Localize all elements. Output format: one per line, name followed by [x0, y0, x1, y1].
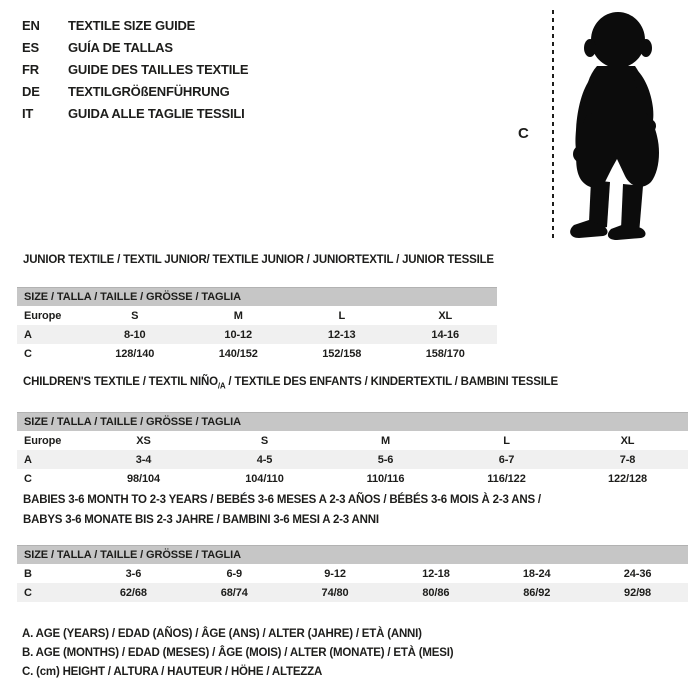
row-label: B — [24, 567, 32, 580]
table-row-a — [17, 450, 688, 469]
size-cell: 122/128 — [607, 472, 648, 485]
language-code: EN — [22, 18, 40, 33]
language-code: FR — [22, 62, 39, 77]
size-column-header: L — [338, 309, 346, 322]
footnote-c: C. (cm) HEIGHT / ALTURA / HAUTEUR / HÖHE / ALTEZZA — [22, 666, 323, 678]
toddler-silhouette-image — [565, 10, 665, 240]
size-cell: 74/80 — [285, 583, 386, 602]
size-column-header: S — [131, 309, 139, 322]
size-column-header: XL — [438, 309, 453, 322]
size-cell: 116/122 — [487, 472, 526, 485]
size-cell: 24-36 — [623, 567, 652, 580]
size-column-header: L — [503, 434, 510, 447]
size-cell: 12-13 — [290, 325, 394, 344]
language-label: GUIDA ALLE TAGLIE TESSILI — [68, 106, 245, 121]
language-row-it — [22, 103, 248, 125]
language-row-es — [22, 37, 248, 59]
table-band-row — [17, 288, 497, 307]
size-cell: 86/92 — [486, 583, 587, 602]
table-title — [23, 250, 497, 270]
size-cell: 98/104 — [126, 472, 161, 485]
size-band-header: SIZE / TALLA / TAILLE / GRÖSSE / TAGLIA — [17, 546, 688, 565]
table-title-line — [23, 250, 497, 270]
size-cell: 9-12 — [324, 567, 346, 580]
size-cell: 110/116 — [366, 472, 405, 485]
table-band-row — [17, 546, 688, 565]
table-row-b — [17, 564, 688, 583]
size-cell: 3-4 — [83, 450, 204, 469]
table-row-c — [17, 344, 497, 363]
row-label: Europe — [24, 434, 62, 447]
footnote-b: B. AGE (MONTHS) / EDAD (MESES) / ÂGE (MOIS) / ALTER (MONATE) / ETÀ (MESI) — [22, 647, 454, 659]
row-label: Europe — [24, 309, 62, 322]
table-row-c — [17, 469, 688, 488]
table-row-europe — [17, 431, 688, 450]
size-cell: 104/110 — [245, 472, 284, 485]
size-cell: 14-16 — [394, 325, 498, 344]
size-cell: 6-9 — [226, 567, 243, 580]
language-label: TEXTILE SIZE GUIDE — [68, 18, 196, 33]
height-measure-label: C — [518, 125, 529, 142]
language-label: GUIDE DES TAILLES TEXTILE — [68, 62, 249, 77]
table-title-line — [23, 490, 688, 510]
size-cell: 18-24 — [522, 567, 551, 580]
size-cell: 7-8 — [567, 450, 688, 469]
title-subscript: /A — [217, 381, 226, 391]
size-cell: 12-18 — [422, 567, 450, 580]
language-title-list — [22, 15, 248, 125]
title-text: JUNIOR TEXTILE / TEXTIL JUNIOR/ TEXTILE JUNIOR / JUNIORTEXTIL / JUNIOR TESSILE — [23, 254, 494, 266]
size-cell: 10-12 — [187, 325, 291, 344]
language-label: TEXTILGRÖßENFÜHRUNG — [68, 84, 230, 99]
size-cell: 128/140 — [115, 347, 155, 360]
size-cell: 6-7 — [446, 450, 567, 469]
size-band-header: SIZE / TALLA / TAILLE / GRÖSSE / TAGLIA — [17, 413, 688, 432]
size-cell: 80/86 — [385, 583, 486, 602]
size-column-header: M — [233, 309, 243, 322]
row-label: A — [17, 325, 83, 344]
language-code: DE — [22, 84, 40, 99]
row-label: C — [24, 347, 32, 360]
table-row-a — [17, 325, 497, 344]
size-cell: 158/170 — [425, 347, 465, 360]
size-cell: 8-10 — [83, 325, 187, 344]
row-label: C — [17, 583, 83, 602]
table-title — [23, 490, 688, 530]
size-cell: 68/74 — [184, 583, 285, 602]
language-row-fr — [22, 59, 248, 81]
size-cell: 3-6 — [125, 567, 142, 580]
size-cell: 4-5 — [204, 450, 325, 469]
table-row-europe — [17, 306, 497, 325]
size-column-header: XS — [136, 434, 151, 447]
language-code: IT — [22, 106, 34, 121]
size-table-section-junior-textile — [17, 250, 497, 363]
footnotes — [22, 625, 453, 682]
title-text: CHILDREN'S TEXTILE / TEXTIL NIÑO — [23, 376, 218, 388]
size-table-section-babies-textile — [17, 490, 688, 602]
table-band-row — [17, 413, 688, 432]
size-column-header: M — [380, 434, 391, 447]
language-row-de — [22, 81, 248, 103]
title-text: BABIES 3-6 MONTH TO 2-3 YEARS / BEBÉS 3-6 MESES A 2-3 AÑOS / BÉBÉS 3-6 MOIS À 2-3 ANS / — [23, 494, 541, 506]
size-table-section-childrens-textile — [17, 372, 688, 488]
language-row-en — [22, 15, 248, 37]
size-cell: 5-6 — [325, 450, 446, 469]
size-table — [17, 412, 688, 488]
size-cell: 92/98 — [587, 583, 688, 602]
height-measure-dotted-line — [552, 10, 554, 242]
row-label: C — [24, 472, 32, 485]
size-cell: 152/158 — [322, 347, 362, 360]
title-text: / TEXTILE DES ENFANTS / KINDERTEXTIL / BAMBINI TESSILE — [225, 376, 558, 388]
footnote-a: A. AGE (YEARS) / EDAD (AÑOS) / ÂGE (ANS) / ALTER (JAHRE) / ETÀ (ANNI) — [22, 628, 422, 640]
language-label: GUÍA DE TALLAS — [68, 40, 173, 55]
size-table — [17, 287, 497, 363]
table-title-line — [23, 510, 688, 530]
table-title — [23, 372, 688, 396]
size-column-header: S — [260, 434, 269, 447]
size-band-header: SIZE / TALLA / TAILLE / GRÖSSE / TAGLIA — [17, 288, 497, 307]
row-label: A — [17, 450, 83, 469]
size-column-header: XL — [620, 434, 635, 447]
size-cell: 140/152 — [218, 347, 258, 360]
table-row-c — [17, 583, 688, 602]
title-text: BABYS 3-6 MONATE BIS 2-3 JAHRE / BAMBINI 3-6 MESI A 2-3 ANNI — [23, 514, 379, 526]
language-code: ES — [22, 40, 39, 55]
size-table — [17, 545, 688, 602]
table-title-line — [23, 372, 688, 396]
size-cell: 62/68 — [83, 583, 184, 602]
